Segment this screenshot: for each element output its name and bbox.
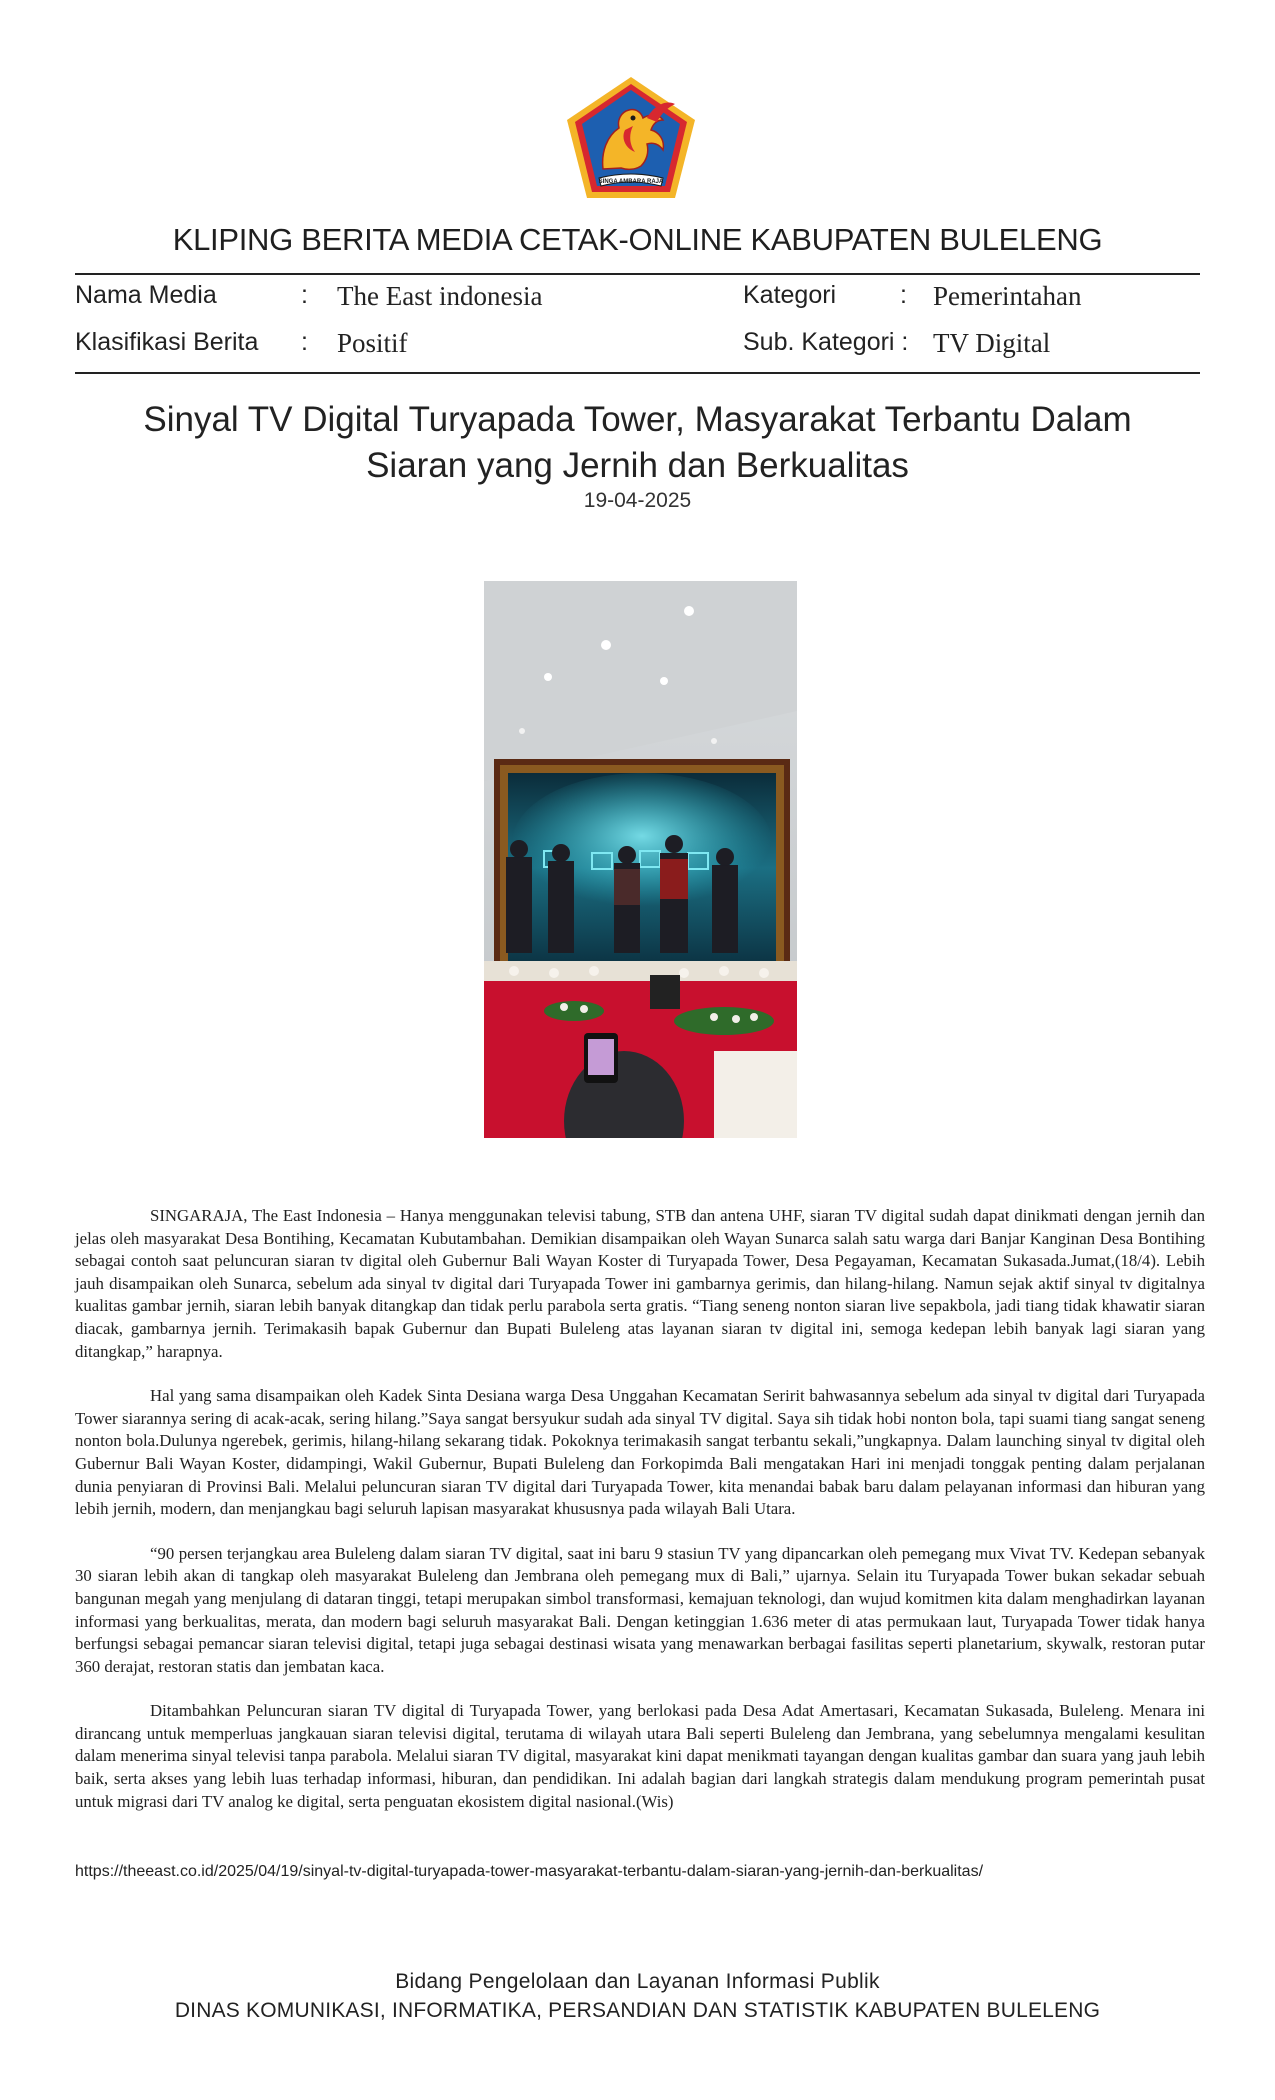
category-value: Pemerintahan	[933, 281, 1082, 311]
source-url: https://theeast.co.id/2025/04/19/sinyal-tv-digital-turyapada-tower-masyarakat-terbantu-dalam-siaran-yang-jernih-dan-berkualitas/	[75, 1863, 984, 1880]
media-name-value: The East indonesia	[337, 281, 543, 311]
article-headline	[100, 397, 1175, 489]
category-label: Kategori	[743, 281, 837, 309]
article-paragraph: Hal yang sama disampaikan oleh Kadek Sinta Desiana warga Desa Unggahan Kecamatan Seririt bahwasannya sebelum ada sinyal tv digital dari Turyapada Tower siarannya sering di acak-acak, sering hilang.”Saya sangat bersyukur sudah ada sinyal TV digital. Saya sih tidak hobi nonton bola, tapi suami tiang sangat seneng nonton bola.Dulunya ngerebek, gerimis, hilang-hilang sekarang tidak. Pokoknya terimakasih sangat terbantu sekali,”ungkapnya. Dalam launching sinyal tv digital oleh Gubernur Bali Wayan Koster, didampingi, Wakil Gubernur, Bupati Buleleng dan Forkopimda Bali mengatakan Hari ini menjadi tonggak penting dalam perjalanan dunia penyiaran di Provinsi Bali. Melalui peluncuran siaran TV digital dari Turyapada Tower, kita menandai babak baru dalam pelayanan informasi dan hiburan yang lebih jernih, modern, dan menjangkau bagi seluruh lapisan masyarakat khususnya pada wilayah Bali Utara.	[75, 1386, 1205, 1519]
article-paragraph: “90 persen terjangkau area Buleleng dalam siaran TV digital, saat ini baru 9 stasiun TV yang dipancarkan oleh pemegang mux Vivat TV. Kedepan sebanyak 30 siaran lebih akan di tangkap oleh masyarakat Buleleng dan Jembrana oleh pemegang mux di Bali,” ujarnya. Selain itu Turyapada Tower bukan sekadar sebuah bangunan megah yang menjulang di dataran tinggi, tetapi merupakan simbol transformasi, kemajuan teknologi, dan wujud komitmen kita dalam menghadirkan layanan informasi yang berkualitas, merata, dan modern bagi seluruh masyarakat Bali. Dengan ketinggian 1.636 meter di atas permukaan laut, Turyapada Tower tidak hanya berfungsi sebagai pemancar siaran televisi digital, tetapi juga sebagai destinasi wisata yang menawarkan berbagai fasilitas seperti planetarium, skywalk, restoran putar 360 derajat, restoran statis dan jembatan kaca.	[75, 1543, 1205, 1676]
article-date: 19-04-2025	[583, 489, 692, 512]
media-name-colon: :	[301, 281, 308, 309]
header-divider-bottom	[75, 372, 1200, 374]
classification-label: Klasifikasi Berita	[75, 328, 259, 356]
headline-line-1: Sinyal TV Digital Turyapada Tower, Masyarakat Terbantu Dalam	[143, 400, 1132, 439]
category-colon: :	[900, 281, 907, 309]
subcategory-value: TV Digital	[933, 328, 1051, 358]
article-photo	[484, 581, 797, 1138]
header-divider-top	[75, 273, 1200, 275]
classification-value: Positif	[337, 328, 408, 358]
headline-line-2: Siaran yang Jernih dan Berkualitas	[366, 446, 909, 485]
page-title: KLIPING BERITA MEDIA CETAK-ONLINE KABUPATEN BULELENG	[172, 222, 1103, 257]
classification-colon: :	[301, 328, 308, 356]
article-paragraph: Ditambahkan Peluncuran siaran TV digital di Turyapada Tower, yang berlokasi pada Desa Adat Amertasari, Kecamatan Sukasada, Buleleng. Menara ini dirancang untuk memperluas jangkauan siaran televisi digital, terutama di wilayah utara Bali seperti Buleleng dan Jembrana, yang sebelumnya mengalami kesulitan dalam menerima sinyal televisi tanpa parabola. Melalui siaran TV digital, masyarakat kini dapat menikmati tayangan dengan kualitas gambar dan suara yang jauh lebih baik, serta akses yang lebih luas terhadap informasi, hiburan, dan pendidikan. Ini adalah bagian dari langkah strategis dalam mendukung program pemerintah pusat untuk migrasi dari TV analog ke digital, serta penguatan ekosistem digital nasional.(Wis)	[75, 1701, 1205, 1811]
article-paragraph: SINGARAJA, The East Indonesia – Hanya menggunakan televisi tabung, STB dan antena UHF, siaran TV digital sudah dapat dinikmati dengan jernih dan jelas oleh masyarakat Desa Bontihing, Kecamatan Kubutambahan. Demikian disampaikan oleh Wayan Sunarca salah satu warga dari Banjar Kanginan Desa Bontihing sebagai contoh saat peluncuran siaran tv digital oleh Gubernur Bali Wayan Koster di Turyapada Tower, Desa Pegayaman, Kecamatan Sukasada.Jumat,(18/4). Lebih jauh disampaikan oleh Sunarca, sebelum ada sinyal tv digital dari Turyapada Tower ini gambarnya gerimis, dan hilang-hilang. Namun sejak aktif sinyal tv digitalnya kualitas gambar jernih, siaran lebih banyak ditangkap dan tidak perlu parabola serta gratis. “Tiang seneng nonton siaran live sepakbola, jadi tiang tidak khawatir siaran diacak, gambarnya jernih. Terimakasih bapak Gubernur dan Bupati Buleleng atas layanan siaran tv digital ini, semoga kedepan lebih banyak lagi siaran yang ditangkap,” harapnya.	[75, 1206, 1205, 1361]
article-body	[75, 1205, 1205, 1835]
media-name-label: Nama Media	[75, 281, 217, 309]
footer-department: Bidang Pengelolaan dan Layanan Informasi Publik	[395, 1970, 880, 1993]
footer-agency: DINAS KOMUNIKASI, INFORMATIKA, PERSANDIAN DAN STATISTIK KABUPATEN BULELENG	[174, 1999, 1101, 2022]
buleleng-emblem-logo	[563, 74, 699, 202]
logo-caption: SINGA AMBARA RAJA	[598, 179, 664, 185]
subcategory-label: Sub. Kategori :	[743, 328, 909, 356]
